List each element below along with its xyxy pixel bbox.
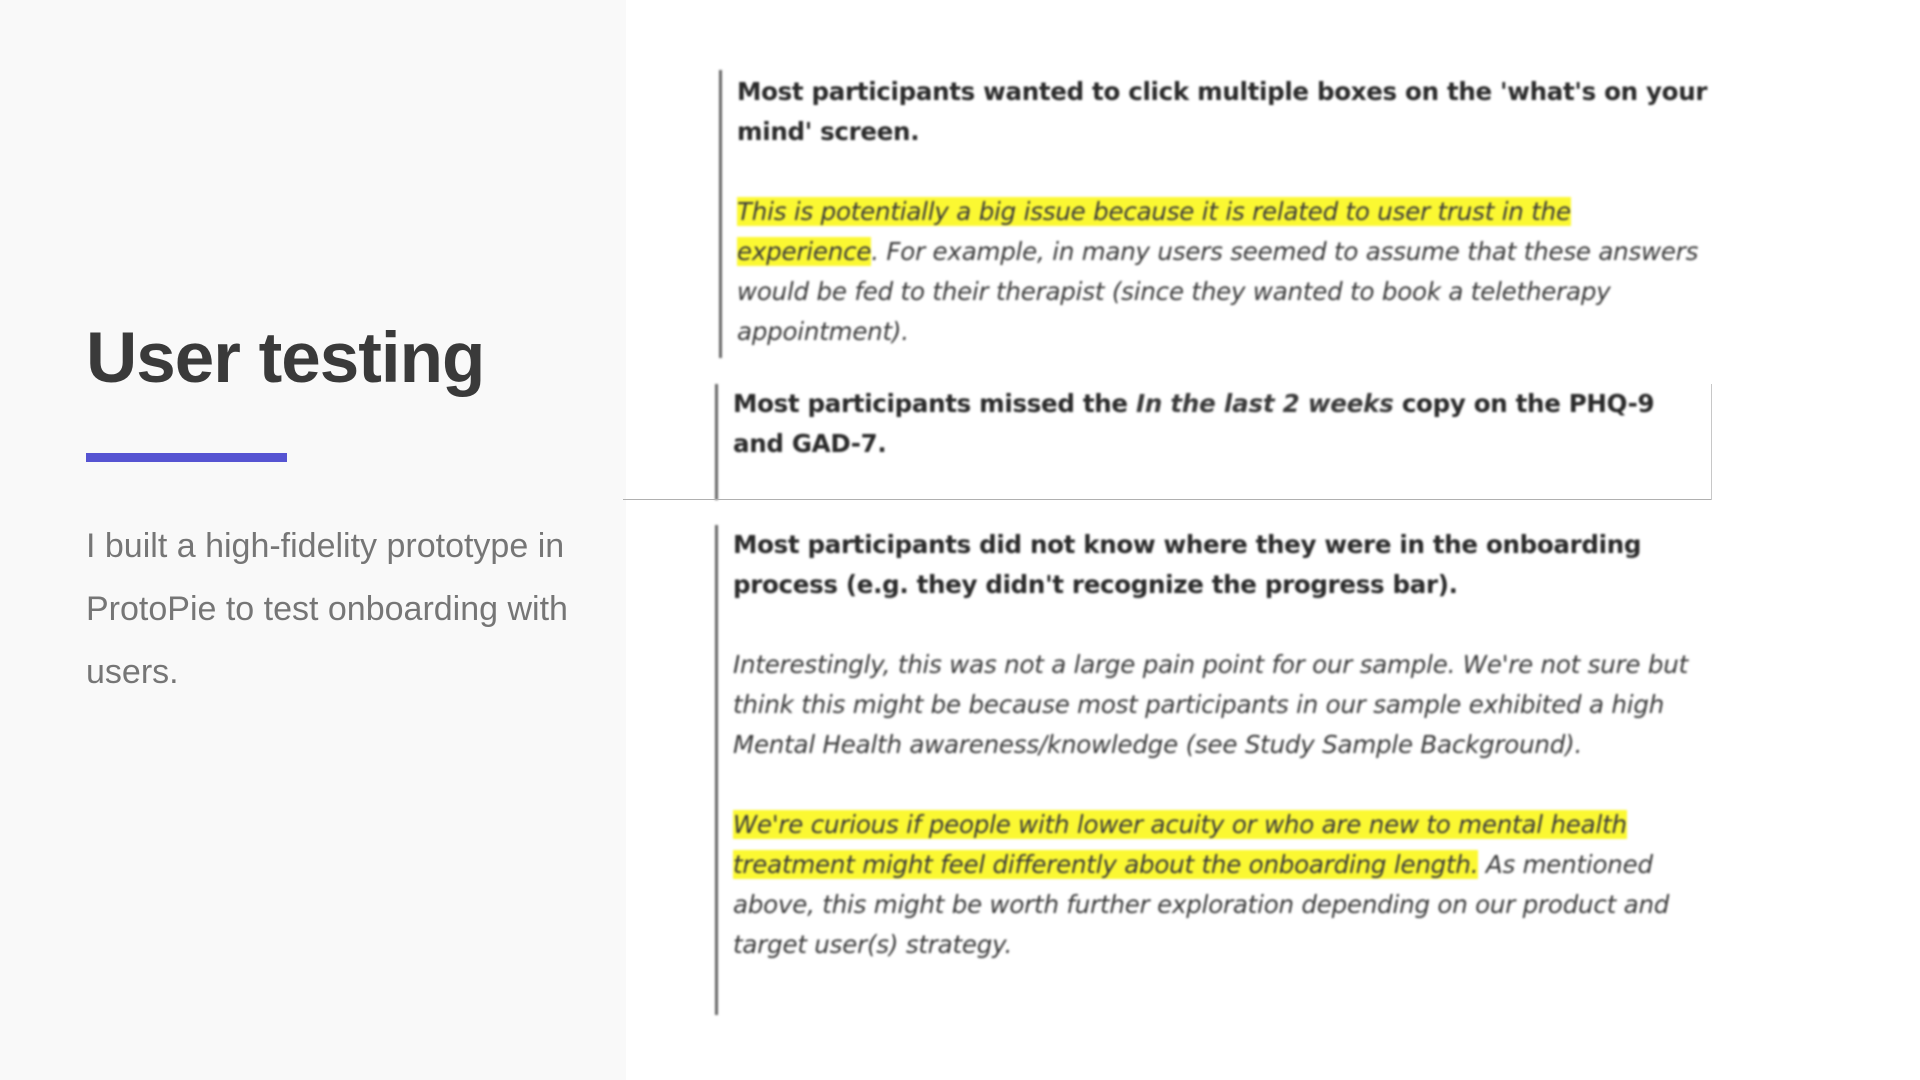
screenshot-edge — [1711, 384, 1712, 500]
screenshot-divider — [623, 499, 1712, 500]
slide-description: I built a high-fidelity prototype in ProtoPie to test onboarding with users. — [86, 527, 568, 691]
highlighted-text: We're curious if people with lower acuity or who are new to mental health treatment might feel differently about the onboarding length. — [733, 810, 1627, 879]
finding-text-emphasis: In the last 2 weeks — [1135, 389, 1394, 418]
title-underline — [86, 453, 287, 462]
detail-text: . For example, in many users seemed to assume that these answers would be fed to their therapist (since they wanted to book a teletherapy appointment). — [737, 237, 1699, 346]
detail-text-after: As mentioned above, this might be worth further exploration depending on our product and target user(s) strategy. — [733, 850, 1670, 959]
finding-text-after: copy on the PHQ-9 and GAD-7. — [733, 389, 1655, 458]
finding-text-before: Most participants missed the — [733, 389, 1136, 418]
finding-text: Most participants did not know where they were in the onboarding process (e.g. they didn't recognize the progress bar). — [733, 530, 1642, 599]
finding-text — [733, 384, 1705, 464]
finding-followup — [733, 805, 1705, 965]
left-panel — [0, 0, 626, 1080]
finding-note-multiple-boxes — [719, 70, 1709, 358]
slide-title: User testing — [86, 319, 485, 398]
detail-text: Interestingly, this was not a large pain point for our sample. We're not sure but think this might be because most participants in our sample exhibited a high Mental Health awareness/knowledge (see Study Sample Background). — [733, 650, 1688, 759]
finding-note-progress-bar — [715, 525, 1705, 1015]
finding-text: Most participants wanted to click multiple boxes on the 'what's on your mind' screen. — [737, 77, 1708, 146]
finding-note-phq9 — [715, 384, 1705, 500]
finding-detail — [737, 192, 1709, 352]
highlighted-text: This is potentially a big issue because it is related to user trust in the experience — [737, 197, 1571, 266]
